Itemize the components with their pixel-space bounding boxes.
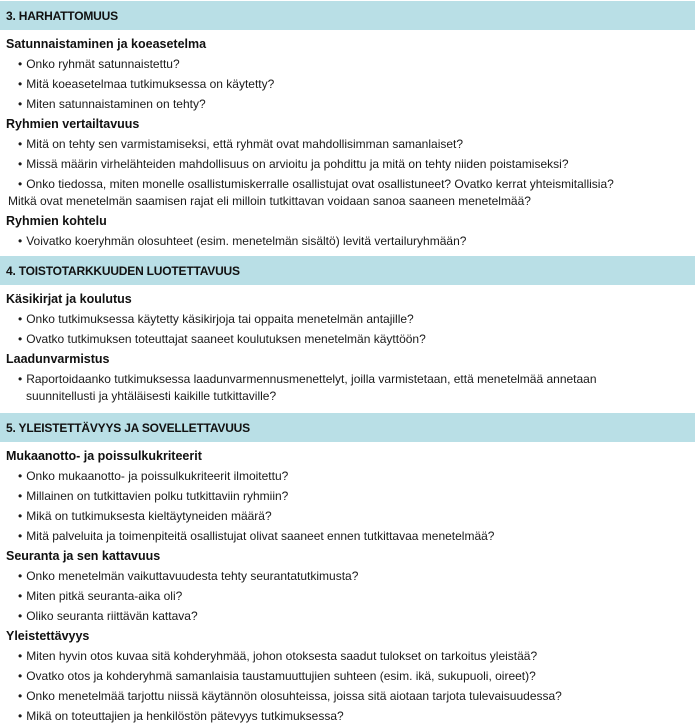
list-item: • Voivatko koeryhmän olosuhteet (esim. menetelmän sisältö) levitä vertailuryhmään?: [18, 234, 467, 248]
list-item: • Millainen on tutkittavien polku tutkittaviin ryhmiin?: [18, 489, 289, 503]
list-item: • Miten hyvin otos kuvaa sitä kohderyhmää, johon otoksesta saadut tulokset on tarkoitus yleistää?: [18, 649, 538, 663]
subheading: Ryhmien vertailtavuus: [6, 117, 140, 131]
list-item: • Missä määrin virhelähteiden mahdollisuus on arvioitu ja pohdittu ja mitä on tehty niiden poistamiseksi?: [18, 157, 569, 171]
list-item: • Oliko seuranta riittävän kattava?: [18, 609, 198, 623]
list-item: • Miten pitkä seuranta-aika oli?: [18, 589, 183, 603]
section-header-4: 4. TOISTOTARKKUUDEN LUOTETTAVUUS: [0, 256, 695, 285]
list-item: • Onko mukaanotto- ja poissulkukriteerit ilmoitettu?: [18, 469, 289, 483]
list-item: • Mitä on tehty sen varmistamiseksi, että ryhmät ovat mahdollisimman samanlaiset?: [18, 137, 464, 151]
list-item: • Onko menetelmän vaikuttavuudesta tehty seurantatutkimusta?: [18, 569, 359, 583]
subheading: Satunnaistaminen ja koeasetelma: [6, 37, 207, 51]
list-item: • Mitä koeasetelmaa tutkimuksessa on käytetty?: [18, 77, 275, 91]
subheading: Yleistettävyys: [6, 629, 90, 643]
subheading: Ryhmien kohtelu: [6, 214, 107, 228]
list-item: • Mitä palveluita ja toimenpiteitä osallistujat olivat saaneet ennen tutkittavaa menetelmää?: [18, 529, 495, 543]
list-item: • Raportoidaanko tutkimuksessa laadunvarmennusmenettelyt, joilla varmistetaan, että menetelmää annetaan suunnitellusti ja yhtäläisesti kaikille tutkittaville?: [18, 372, 597, 403]
section-header-3: 3. HARHATTOMUUS: [0, 1, 695, 30]
list-item: • Ovatko otos ja kohderyhmä samanlaisia taustamuuttujien suhteen (esim. ikä, sukupuoli, oireet)?: [18, 669, 536, 683]
list-item: • Miten satunnaistaminen on tehty?: [18, 97, 206, 111]
list-item: • Onko tutkimuksessa käytetty käsikirjoja tai oppaita menetelmän antajille?: [18, 312, 414, 326]
list-item: • Onko ryhmät satunnaistettu?: [18, 57, 180, 71]
section-header-5: 5. YLEISTETTÄVYYS JA SOVELLETTAVUUS: [0, 413, 695, 442]
list-item: • Ovatko tutkimuksen toteuttajat saaneet koulutuksen menetelmän käyttöön?: [18, 332, 426, 346]
subheading: Käsikirjat ja koulutus: [6, 292, 132, 306]
list-item: • Mikä on tutkimuksesta kieltäytyneiden määrä?: [18, 509, 272, 523]
subheading: Mukaanotto- ja poissulkukriteerit: [6, 449, 202, 463]
subheading: Seuranta ja sen kattavuus: [6, 549, 161, 563]
list-item: • Onko menetelmää tarjottu niissä käytännön olosuhteissa, joissa sitä aiotaan tarjota tulevaisuudessa?: [18, 689, 562, 703]
subheading: Laadunvarmistus: [6, 352, 110, 366]
list-item: • Onko tiedossa, miten monelle osallistumiskerralle osallistujat ovat osallistuneet? Ovatko kerrat yhteismitallisia? Mitkä ovat menetelmän saamisen rajat eli milloin tutkittavan voidaan sanoa saaneen menetelmää?: [8, 177, 614, 208]
list-item: • Mikä on toteuttajien ja henkilöstön pätevyys tutkimuksessa?: [18, 709, 344, 723]
